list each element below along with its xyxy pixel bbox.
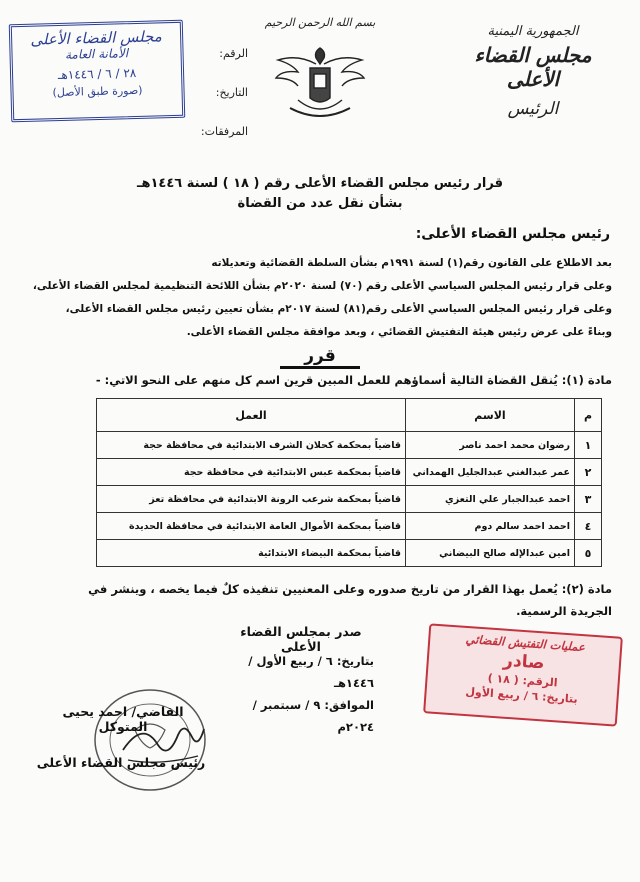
row-name: عمر عبدالغني عبدالجليل الهمداني xyxy=(406,459,575,486)
ref-label: الرقم: xyxy=(219,47,248,60)
preamble xyxy=(22,252,612,344)
table-row xyxy=(97,432,602,459)
preamble-line: وبناءً على عرض رئيس هيئة التفتيش القضائي ، وبعد موافقة مجلس القضاء الأعلى. xyxy=(186,326,612,338)
reference-stamp-date: ٢٨ / ٦ / ١٤٤٦هـ xyxy=(57,65,137,83)
addressee: رئيس مجلس القضاء الأعلى: xyxy=(415,226,610,242)
decision-subject: بشأن نقل عدد من القضاة xyxy=(237,196,403,211)
article-1: مادة (١): يُنقل القضاة التالية أسماؤهم للعمل المبين قرين اسم كل منهم على النحو الاتي: - xyxy=(95,373,612,387)
row-name: احمد احمد سالم دوم xyxy=(406,513,575,540)
row-num: ٣ xyxy=(575,486,602,513)
council-name: مجلس القضاء الأعلى xyxy=(474,43,592,91)
issue-dates xyxy=(234,650,374,738)
gregorian-date: الموافق: ٩ / سبتمبر / ٢٠٢٤م xyxy=(252,698,374,734)
table-row xyxy=(97,540,602,567)
attachments-label: المرفقات: xyxy=(200,125,248,138)
row-num: ٢ xyxy=(575,459,602,486)
reference-stamp-line1: مجلس القضاء الأعلى xyxy=(30,27,163,49)
table-row xyxy=(97,459,602,486)
decided-heading: قرر xyxy=(304,346,336,366)
col-header-name: الاسم xyxy=(406,399,575,432)
col-header-num: م xyxy=(575,399,602,432)
basmala: بسم الله الرحمن الرحيم xyxy=(264,16,376,29)
inspection-stamp-date: بتاريخ: ٦ / ربيع الأول xyxy=(465,685,579,706)
article-2-line: مادة (٢): يُعمل بهذا القرار من تاريخ صدوره وعلى المعنيين تنفيذه كلٌ فيما يخصه ، وينشر في xyxy=(88,582,612,596)
row-work: قاضياً بمحكمة البيضاء الابتدائية xyxy=(97,540,406,567)
hijri-date: بتاريخ: ٦ / ربيع الأول / ١٤٤٦هـ xyxy=(248,654,374,690)
preamble-line: وعلى قرار رئيس المجلس السياسي الأعلى رقم (٧٠) لسنة ٢٠٢٠م بشأن اللائحة التنظيمية لمجلس القضاء الأعلى، xyxy=(32,280,612,292)
reference-stamp-copy: (صورة طبق الأصل) xyxy=(52,83,143,100)
col-header-work: العمل xyxy=(97,399,406,432)
row-num: ١ xyxy=(575,432,602,459)
row-name: امين عبدالإله صالح البيضاني xyxy=(406,540,575,567)
reference-stamp-line2: الأمانة العامة xyxy=(64,46,129,62)
preamble-line: بعد الاطلاع على القانون رقم(١) لسنة ١٩٩١م بشأن السلطة القضائية وتعديلاته xyxy=(211,257,612,269)
inspection-stamp-line1: عمليات التفتيش القضائي xyxy=(465,631,586,655)
country-name: الجمهورية اليمنية xyxy=(487,24,579,39)
date-label: التاريخ: xyxy=(215,86,248,99)
judge-title: رئيس مجلس القضاء الأعلى xyxy=(36,755,206,770)
row-work: قاضياً بمحكمة شرعب الرونة الابتدائية في محافظة تعز xyxy=(97,486,406,513)
row-name: رضوان محمد احمد ناصر xyxy=(406,432,575,459)
table-row xyxy=(97,486,602,513)
row-num: ٥ xyxy=(575,540,602,567)
reference-stamp xyxy=(9,20,186,123)
president-label: الرئيس xyxy=(507,99,559,119)
issued-at: صدر بمجلس القضاء الأعلى xyxy=(240,624,362,654)
inspection-stamp-number: الرقم: ( ١٨ ) xyxy=(487,671,558,690)
inspection-stamp xyxy=(423,623,623,726)
row-work: قاضياً بمحكمة كحلان الشرف الابتدائية في محافظة حجة xyxy=(97,432,406,459)
inspection-stamp-issued: صادر xyxy=(502,650,546,674)
table-header-row xyxy=(97,399,602,432)
preamble-line: وعلى قرار رئيس المجلس السياسي الأعلى رقم(٨١) لسنة ٢٠١٧م بشأن تعيين رئيس مجلس القضاء الأعلى، xyxy=(65,303,612,315)
header-authority-block xyxy=(448,24,618,119)
judges-table xyxy=(96,398,602,567)
article-2 xyxy=(27,578,612,622)
national-emblem-icon xyxy=(270,34,370,126)
row-name: احمد عبدالجبار علي التعزي xyxy=(406,486,575,513)
judge-name: القاضي/ احمد يحيى المتوكل xyxy=(62,704,184,734)
article-2-line: الجريدة الرسمية. xyxy=(516,604,612,618)
decision-title: قرار رئيس مجلس القضاء الأعلى رقم ( ١٨ ) لسنة ١٤٤٦هـ xyxy=(137,176,503,191)
decided-underline xyxy=(280,366,360,369)
row-work: قاضياً بمحكمة عبس الابتدائية في محافظة حجة xyxy=(97,459,406,486)
table-row xyxy=(97,513,602,540)
row-work: قاضياً بمحكمة الأموال العامة الابتدائية في محافظة الحديدة xyxy=(97,513,406,540)
row-num: ٤ xyxy=(575,513,602,540)
